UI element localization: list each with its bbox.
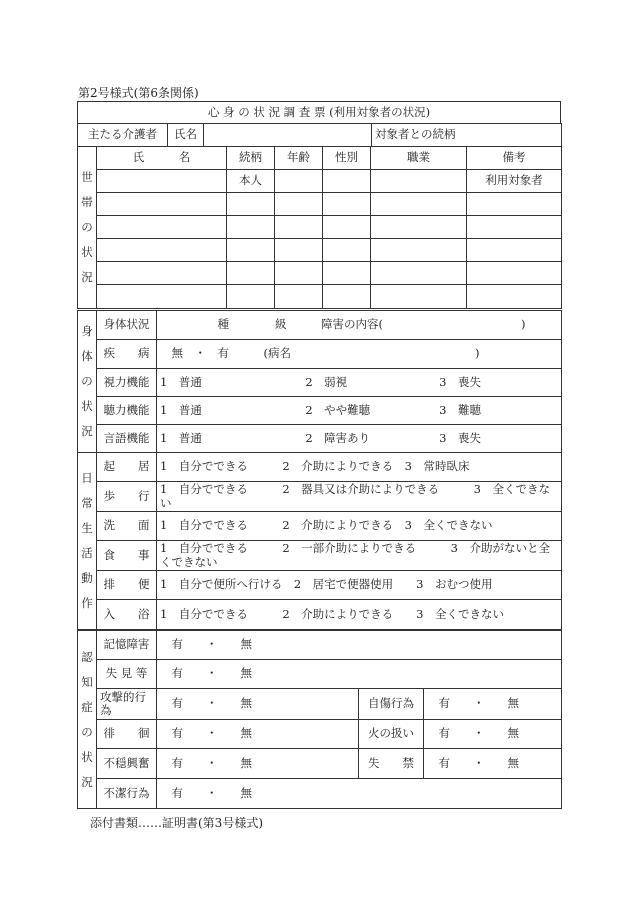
household-cell[interactable] <box>323 285 371 309</box>
household-cell[interactable] <box>323 170 371 193</box>
cognitive-label-memory: 記憶障害 <box>97 631 157 660</box>
cognitive-label-wandering: 徘 徊 <box>97 720 157 749</box>
household-cell[interactable] <box>371 193 467 216</box>
guardian-relation-label: 対象者との続柄 <box>372 124 562 147</box>
form-number: 第2号様式(第6条関係) <box>78 86 199 100</box>
physical-label-vision: 視力機能 <box>97 369 157 397</box>
physical-table <box>77 310 562 453</box>
physical-value-disease[interactable]: 無 ・ 有 (病名 ) <box>157 340 562 369</box>
household-self-note: 利用対象者 <box>467 170 562 193</box>
household-cell[interactable] <box>467 262 562 285</box>
household-header-relation: 続柄 <box>227 147 275 170</box>
cognitive-choice-aggression[interactable]: 有 ・ 無 <box>157 689 359 720</box>
daily-value-walking[interactable]: 1 自分でできる 2 器具又は介助によりできる 3 全くできない <box>157 482 562 512</box>
cognitive-choice-agnosia[interactable]: 有 ・ 無 <box>157 660 562 689</box>
form-title: 心 身 の 状 況 調 査 票 (利用対象者の状況) <box>78 102 561 124</box>
physical-label-hearing: 聴力機能 <box>97 397 157 425</box>
household-header-age: 年齢 <box>275 147 323 170</box>
physical-label-body: 身体状況 <box>97 311 157 340</box>
household-cell[interactable] <box>227 239 275 262</box>
daily-value-eating[interactable]: 1 自分でできる 2 一部介助によりできる 3 介助がないと全くできない <box>157 541 562 571</box>
household-cell[interactable] <box>97 170 227 193</box>
daily-value-washing[interactable]: 1 自分でできる 2 介助によりできる 3 全くできない <box>157 512 562 541</box>
physical-value-speech[interactable]: 1 普通 2 障害あり 3 喪失 <box>157 425 562 453</box>
household-cell[interactable] <box>97 239 227 262</box>
daily-label-washing: 洗 面 <box>97 512 157 541</box>
cognitive-label-aggression: 攻撃的行為 <box>97 689 157 720</box>
guardian-table <box>77 123 562 147</box>
household-header-name: 氏 名 <box>97 147 227 170</box>
cognitive-label-incontinence: 失 禁 <box>359 749 424 779</box>
household-cell[interactable] <box>275 193 323 216</box>
household-cell[interactable] <box>323 216 371 239</box>
household-cell[interactable] <box>97 262 227 285</box>
household-row <box>78 170 562 193</box>
household-header-note: 備考 <box>467 147 562 170</box>
cognitive-choice-fire[interactable]: 有 ・ 無 <box>424 720 562 749</box>
cognitive-label-unclean: 不潔行為 <box>97 779 157 809</box>
cognitive-label-fire: 火の扱い <box>359 720 424 749</box>
cognitive-choice-unclean[interactable]: 有 ・ 無 <box>157 779 562 809</box>
daily-side-label: 日 常 生 活 動 作 <box>78 453 97 630</box>
household-cell[interactable] <box>371 285 467 309</box>
household-cell[interactable] <box>97 216 227 239</box>
household-cell[interactable] <box>323 262 371 285</box>
household-header-job: 職業 <box>371 147 467 170</box>
household-cell[interactable] <box>275 170 323 193</box>
physical-value-body[interactable]: 種 級 障害の内容( ) <box>157 311 562 340</box>
guardian-name-field[interactable] <box>204 124 372 147</box>
cognitive-choice-wandering[interactable]: 有 ・ 無 <box>157 720 359 749</box>
cognitive-choice-incontinence[interactable]: 有 ・ 無 <box>424 749 562 779</box>
household-cell[interactable] <box>275 262 323 285</box>
household-cell[interactable] <box>467 193 562 216</box>
cognitive-label-agnosia: 失 見 等 <box>97 660 157 689</box>
household-cell[interactable] <box>323 239 371 262</box>
title-table <box>77 101 561 124</box>
household-row <box>78 285 562 309</box>
household-cell[interactable] <box>227 193 275 216</box>
household-header-sex: 性別 <box>323 147 371 170</box>
household-cell[interactable] <box>275 216 323 239</box>
cognitive-label-agitation: 不穏興奮 <box>97 749 157 779</box>
daily-table <box>77 452 562 630</box>
daily-label-rising: 起 居 <box>97 453 157 482</box>
household-cell[interactable] <box>467 216 562 239</box>
household-cell[interactable] <box>371 216 467 239</box>
household-side-label: 世 帯 の 状 況 <box>78 147 97 309</box>
daily-label-eating: 食 事 <box>97 541 157 571</box>
household-row <box>78 193 562 216</box>
cognitive-side-label: 認 知 症 の 状 況 <box>78 631 97 809</box>
household-row <box>78 216 562 239</box>
physical-label-speech: 言語機能 <box>97 425 157 453</box>
household-cell[interactable] <box>371 262 467 285</box>
household-cell[interactable] <box>97 285 227 309</box>
household-cell[interactable] <box>275 239 323 262</box>
household-table <box>77 146 562 309</box>
physical-value-vision[interactable]: 1 普通 2 弱視 3 喪失 <box>157 369 562 397</box>
household-cell[interactable] <box>227 216 275 239</box>
household-cell[interactable] <box>275 285 323 309</box>
guardian-label: 主たる介護者 <box>78 124 168 147</box>
household-cell[interactable] <box>227 285 275 309</box>
cognitive-table <box>77 630 562 809</box>
household-row <box>78 239 562 262</box>
daily-label-bathing: 入 浴 <box>97 600 157 630</box>
household-self-relation: 本人 <box>227 170 275 193</box>
physical-value-hearing[interactable]: 1 普通 2 やや難聴 3 難聴 <box>157 397 562 425</box>
attachment-note: 添付書類……証明書(第3号様式) <box>90 816 263 830</box>
cognitive-choice-selfharm[interactable]: 有 ・ 無 <box>424 689 562 720</box>
cognitive-choice-memory[interactable]: 有 ・ 無 <box>157 631 562 660</box>
cognitive-label-selfharm: 自傷行為 <box>359 689 424 720</box>
household-cell[interactable] <box>467 285 562 309</box>
household-cell[interactable] <box>467 239 562 262</box>
household-cell[interactable] <box>227 262 275 285</box>
daily-label-walking: 歩 行 <box>97 482 157 512</box>
daily-value-bathing[interactable]: 1 自分でできる 2 介助によりできる 3 全くできない <box>157 600 562 630</box>
household-cell[interactable] <box>323 193 371 216</box>
household-cell[interactable] <box>371 239 467 262</box>
physical-label-disease: 疾 病 <box>97 340 157 369</box>
daily-label-excretion: 排 便 <box>97 571 157 600</box>
household-cell[interactable] <box>97 193 227 216</box>
household-row <box>78 262 562 285</box>
guardian-name-label: 氏名 <box>168 124 204 147</box>
physical-side-label: 身 体 の 状 況 <box>78 311 97 453</box>
cognitive-choice-agitation[interactable]: 有 ・ 無 <box>157 749 359 779</box>
household-cell[interactable] <box>371 170 467 193</box>
daily-value-rising[interactable]: 1 自分でできる 2 介助によりできる 3 常時臥床 <box>157 453 562 482</box>
daily-value-excretion[interactable]: 1 自分で便所へ行ける 2 居宅で便器使用 3 おむつ使用 <box>157 571 562 600</box>
